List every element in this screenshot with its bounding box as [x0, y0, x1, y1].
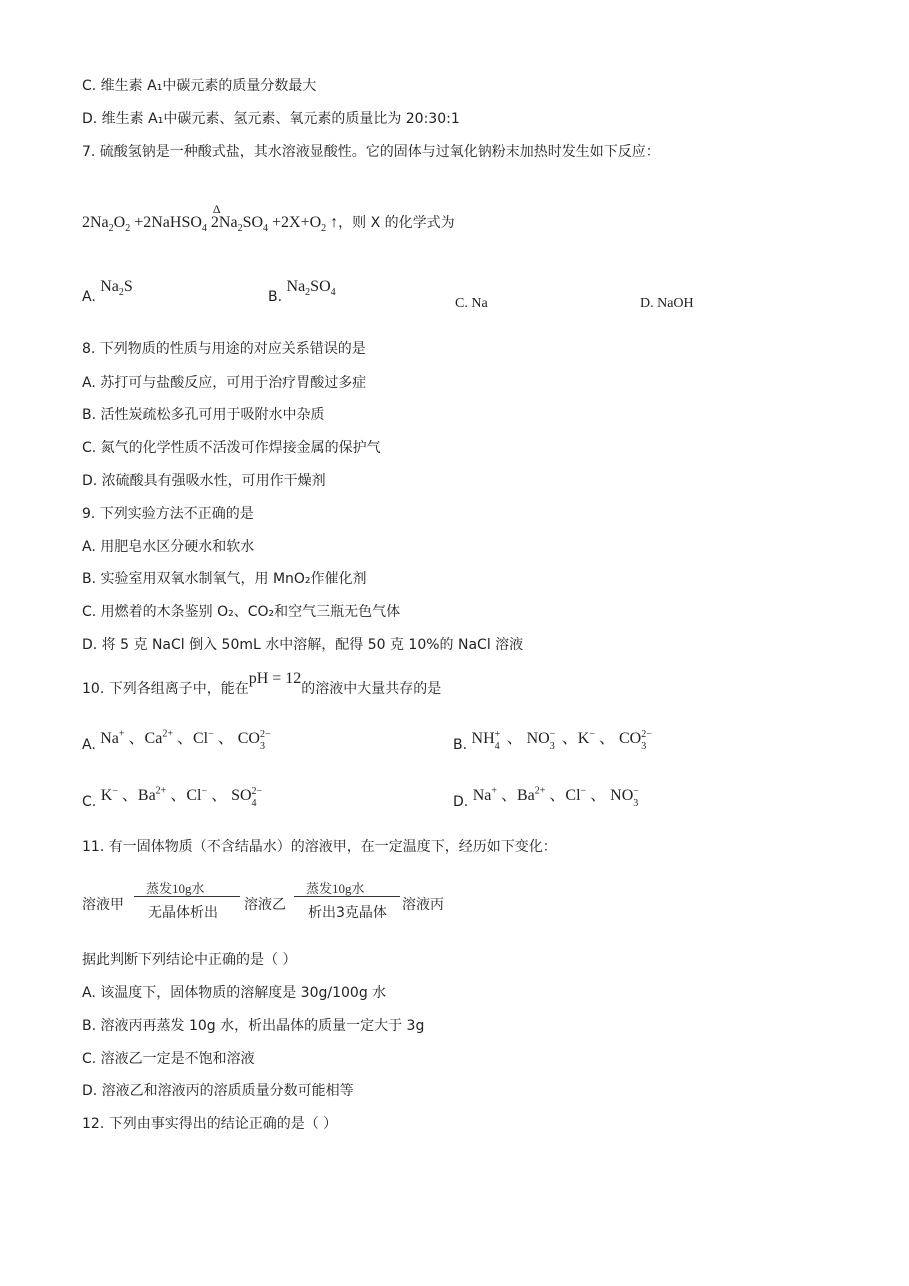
q11-node-bing: 溶液丙 [402, 897, 444, 913]
q6-option-c: C. 维生素 A₁中碳元素的质量分数最大 [82, 78, 317, 94]
q10-stem-before: 10. 下列各组离子中，能在 [82, 681, 249, 697]
q10-stem [82, 670, 442, 699]
q11-flow-diagram [82, 868, 482, 924]
q7-option-b-label: B. [268, 289, 283, 305]
q9-stem: 9. 下列实验方法不正确的是 [82, 506, 254, 522]
q10-stem-after: 的溶液中大量共存的是 [301, 681, 442, 697]
q7-option-a: A. $Na_2S$ [82, 278, 133, 305]
q10-option-d: D. Na+ 、$Ba^{2+}$ 、Cl− 、 NO − 3 [453, 785, 639, 810]
q11-arrow-2 [294, 878, 400, 922]
q8-option-c: C. 氮气的化学性质不活泼可作焊接金属的保护气 [82, 440, 381, 456]
q10-stem-ph: pH = 12 [248, 670, 302, 687]
q11-arrow-1-bottom: 无晶体析出 [148, 905, 218, 921]
q9-option-c: C. 用燃着的木条鉴别 O₂、CO₂和空气三瓶无色气体 [82, 604, 401, 620]
q10-option-b-label: B. [453, 737, 468, 753]
q10-option-b: B. NH + 4 、 NO − 3 、K− 、 CO 2− 3 [453, 728, 652, 753]
q11-option-b: B. 溶液丙再蒸发 10g 水，析出晶体的质量一定大于 3g [82, 1018, 425, 1034]
q10-option-c: C. K− 、$Ba^{2+}$ 、Cl− 、 SO 2− 4 [82, 785, 263, 810]
q7-equation: $2Na_2O_2$ +2NaHSO$_4$ Δ $2Na_2SO_4 +2X+O_2$ ↑，则 X 的化学式为 [82, 202, 455, 235]
q11-arrow-2-top: 蒸发10g水 [306, 881, 365, 896]
q11-stem: 11. 有一固体物质（不含结晶水）的溶液甲，在一定温度下，经历如下变化： [82, 839, 557, 855]
q7-option-c: C. Na [455, 296, 488, 311]
q11-judge: 据此判断下列结论中正确的是（ ） [82, 952, 297, 968]
q11-option-d: D. 溶液乙和溶液丙的溶质质量分数可能相等 [82, 1083, 354, 1099]
q11-node-jia: 溶液甲 [82, 897, 124, 913]
q11-node-yi: 溶液乙 [244, 897, 286, 913]
q10-option-d-label: D. [453, 794, 469, 810]
q6-option-d: D. 维生素 A₁中碳元素、氢元素、氧元素的质量比为 20:30:1 [82, 111, 460, 127]
q9-option-a: A. 用肥皂水区分硬水和软水 [82, 539, 255, 555]
q11-arrow-1-top: 蒸发10g水 [146, 881, 205, 896]
q11-option-a: A. 该温度下，固体物质的溶解度是 30g/100g 水 [82, 985, 387, 1001]
q7-option-a-label: A. [82, 289, 96, 305]
q8-option-a: A. 苏打可与盐酸反应，可用于治疗胃酸过多症 [82, 375, 367, 391]
q10-option-a: A. Na+ 、$Ca^{2+}$ 、Cl− 、 CO 2− 3 [82, 728, 271, 753]
q10-option-c-label: C. [82, 794, 97, 810]
q11-arrow-2-bottom: 析出3克晶体 [308, 905, 387, 921]
q9-option-d: D. 将 5 克 NaCl 倒入 50mL 水中溶解，配得 50 克 10%的 NaCl 溶液 [82, 637, 524, 653]
q7-equation-tail: ，则 X 的化学式为 [338, 215, 455, 231]
q12-stem: 12. 下列由事实得出的结论正确的是（ ） [82, 1116, 338, 1132]
q7-option-b: B. $Na_2SO_4$ [268, 278, 336, 305]
q7-option-d: D. NaOH [640, 296, 694, 311]
q8-stem: 8. 下列物质的性质与用途的对应关系错误的是 [82, 341, 366, 357]
q8-option-d: D. 浓硫酸具有强吸水性，可用作干燥剂 [82, 473, 326, 489]
q9-option-b: B. 实验室用双氧水制氧气，用 MnO₂作催化剂 [82, 571, 367, 587]
q11-option-c: C. 溶液乙一定是不饱和溶液 [82, 1051, 255, 1067]
q8-option-b: B. 活性炭疏松多孔可用于吸附水中杂质 [82, 407, 325, 423]
q10-option-a-label: A. [82, 737, 96, 753]
q11-arrow-1 [134, 878, 240, 922]
q7-stem: 7. 硫酸氢钠是一种酸式盐，其水溶液显酸性。它的固体与过氧化钠粉末加热时发生如下反应： [82, 144, 660, 160]
